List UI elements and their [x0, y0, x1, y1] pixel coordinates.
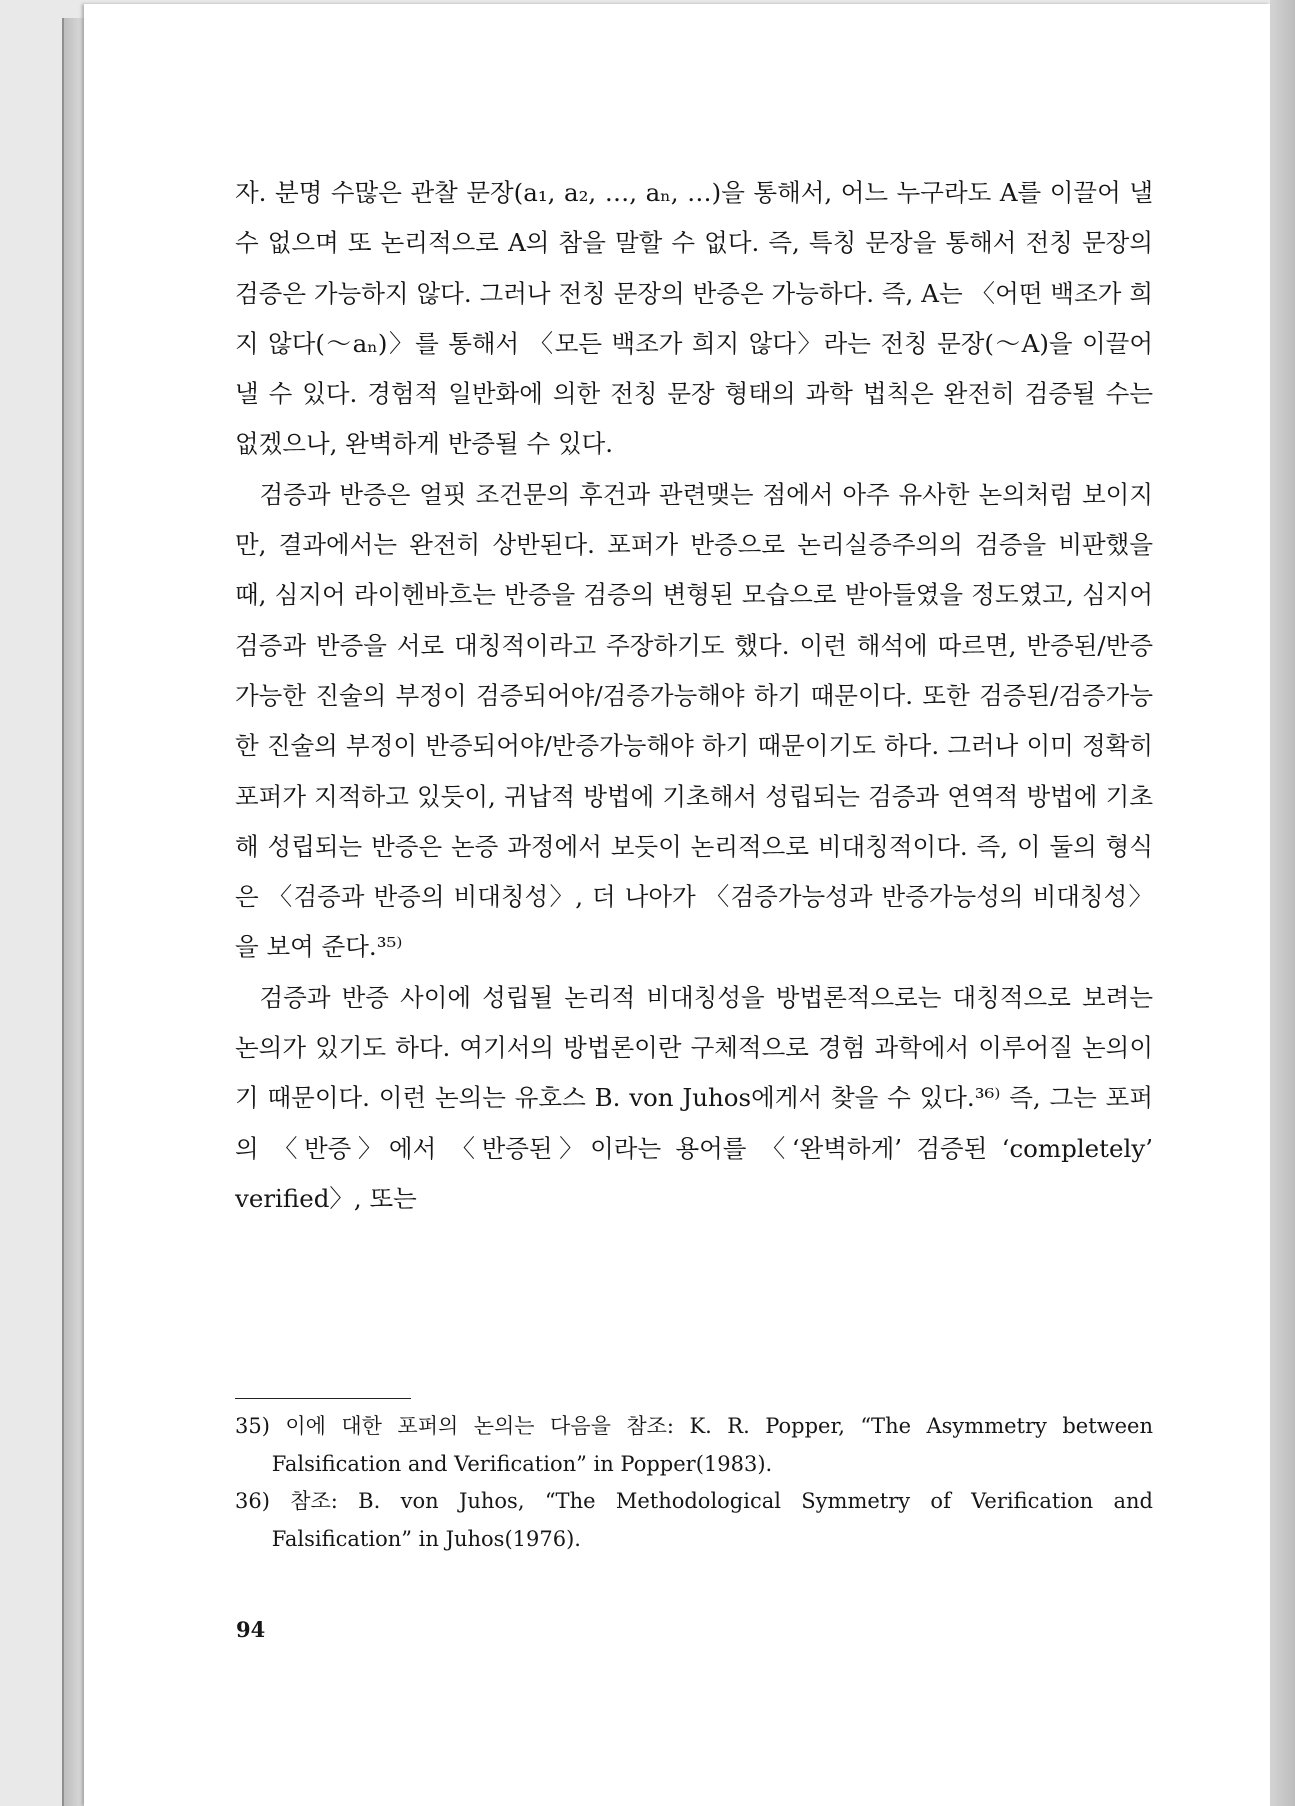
body-text [235, 168, 1153, 1224]
background-edge [1270, 0, 1295, 1806]
footnote-36: 36) 참조: B. von Juhos, “The Methodological Symmetry of Verification and Falsification” in Juhos(1976). [235, 1489, 1153, 1551]
paragraph: 검증과 반증은 얼핏 조건문의 후건과 관련맺는 점에서 아주 유사한 논의처럼 보이지만, 결과에서는 완전히 상반된다. 포퍼가 반증으로 논리실증주의의 검증을 비판했을 때, 심지어 라이헨바흐는 반증을 검증의 변형된 모습으로 받아들였을 정도였고, 심지어 검증과 반증을 서로 대칭적이라고 주장하기도 했다. 이런 해석에 따르면, 반증된/반증가능한 진술의 부정이 검증되어야/검증가능해야 하기 때문이다. 또한 검증된/검증가능한 진술의 부정이 반증되어야/반증가능해야 하기 때문이기도 하다. 그러나 이미 정확히 포퍼가 지적하고 있듯이, 귀납적 방법에 기초해서 성립되는 검증과 연역적 방법에 기초해 성립되는 반증은 논증 과정에서 보듯이 논리적으로 비대칭적이다. 즉, 이 둘의 형식은 〈검증과 반증의 비대칭성〉, 더 나아가 〈검증가능성과 반증가능성의 비대칭성〉을 보여 준다.³⁵⁾ [235, 479, 1153, 962]
footnote-divider [235, 1398, 411, 1399]
paragraph: 자. 분명 수많은 관찰 문장(a₁, a₂, …, aₙ, …)을 통해서, 어느 누구라도 A를 이끌어 낼 수 없으며 또 논리적으로 A의 참을 말할 수 없다. 즉, 특칭 문장을 통해서 전칭 문장의 검증은 가능하지 않다. 그러나 전칭 문장의 반증은 가능하다. 즉, A는 〈어떤 백조가 희지 않다(～aₙ)〉를 통해서 〈모든 백조가 희지 않다〉라는 전칭 문장(～A)을 이끌어 낼 수 있다. 경험적 일반화에 의한 전칭 문장 형태의 과학 법칙은 완전히 검증될 수는 없겠으나, 완벽하게 반증될 수 있다. [235, 178, 1153, 459]
paragraph: 검증과 반증 사이에 성립될 논리적 비대칭성을 방법론적으로는 대칭적으로 보려는 논의가 있기도 하다. 여기서의 방법론이란 구체적으로 경험 과학에서 이루어질 논의이기 때문이다. 이런 논의는 유호스 B. von Juhos에게서 찾을 수 있다.³⁶⁾ 즉, 그는 포퍼의 〈반증〉에서 〈반증된〉이라는 용어를 〈‘완벽하게’ 검증된 ‘completely’ verified〉, 또는 [235, 982, 1153, 1213]
footnotes [235, 1408, 1153, 1558]
footnote-35: 35) 이에 대한 포퍼의 논의는 다음을 참조: K. R. Popper, “The Asymmetry between Falsification and Verification” in Popper(1983). [235, 1414, 1153, 1476]
page-number: 94 [236, 1617, 266, 1642]
